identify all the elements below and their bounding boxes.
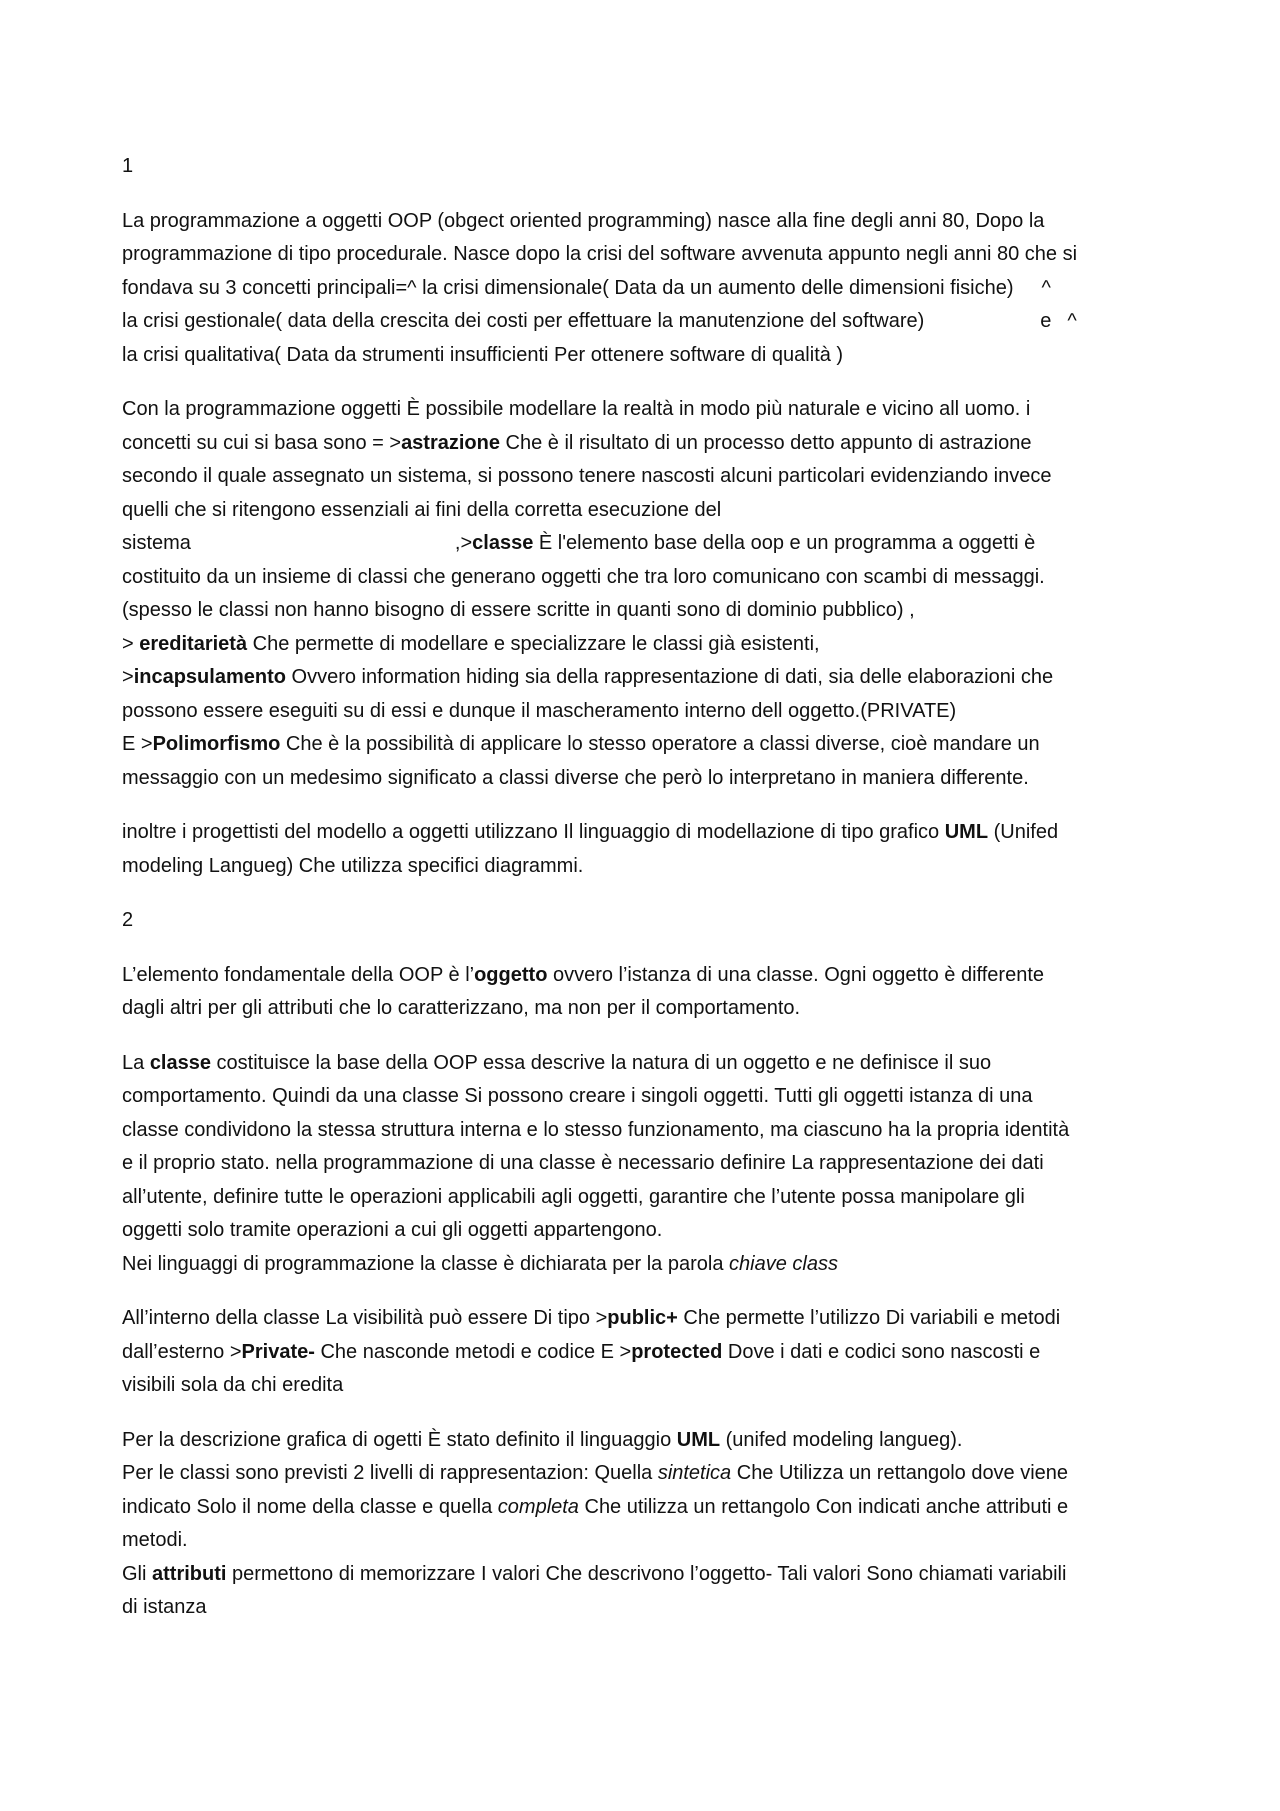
- text-segment: la crisi gestionale( data della crescita dei costi per effettuare la manutenzione del software): [122, 310, 925, 332]
- text-line: la crisi qualitativa( Data da strumenti insufficienti Per ottenere software di qualità ): [122, 343, 844, 366]
- text-segment: È l'elemento base della oop e un programma a oggetti è: [533, 532, 1036, 554]
- text-line: e il proprio stato. nella programmazione di una classe è necessario definire La rappresentazione dei dati: [122, 1152, 1044, 1174]
- text-segment: Ovvero information hiding sia della rappresentazione di dati, sia delle elaborazioni che: [285, 666, 1054, 688]
- term-public: public+: [607, 1307, 678, 1329]
- text-line: [122, 1336, 1172, 1370]
- term-incapsulamento: incapsulamento: [133, 666, 286, 688]
- text-segment: inoltre i progettisti del modello a oggetti utilizzano Il linguaggio di modellazione di tipo grafico: [122, 821, 945, 843]
- text-line: [122, 959, 1172, 993]
- text-line: Con la programmazione oggetti È possibile modellare la realtà in modo più naturale e vicino all uomo. i: [122, 398, 1031, 420]
- term-protected: protected: [631, 1340, 723, 1363]
- term-uml: UML: [676, 1428, 721, 1451]
- text-line: [122, 661, 1172, 695]
- term-completa: completa: [497, 1495, 579, 1518]
- paragraph-uml-intro: [122, 816, 1172, 883]
- text-segment: Che utilizza un rettangolo Con indicati anche attributi e: [578, 1495, 1069, 1518]
- text-line: di istanza: [122, 1596, 207, 1618]
- document-page: [122, 150, 1172, 1646]
- text-line: all’utente, definire tutte le operazioni applicabili agli oggetti, garantire che l’utente possa manipolare gli: [122, 1185, 1025, 1208]
- text-line: quelli che si ritengono essenziali ai fini della corretta esecuzione del: [122, 498, 722, 521]
- text-segment: Che nasconde metodi e codice E >: [314, 1340, 632, 1363]
- term-chiave-class: chiave class: [729, 1252, 838, 1275]
- term-uml: UML: [944, 821, 989, 843]
- text-segment: Per la descrizione grafica di ogetti È stato definito il linguaggio: [122, 1428, 677, 1451]
- section-number-2: 2: [122, 909, 134, 931]
- text-line: dagli altri per gli attributi che lo caratterizzano, ma non per il comportamento.: [122, 997, 801, 1019]
- term-astrazione: astrazione: [401, 431, 500, 454]
- text-segment: (unifed modeling langueg).: [720, 1428, 963, 1451]
- term-sintetica: sintetica: [657, 1462, 732, 1484]
- term-classe: classe: [149, 1051, 211, 1074]
- text-line: classe condividono la stessa struttura interna e lo stesso funzionamento, ma ciascuno ha la propria identità: [122, 1118, 1070, 1141]
- text-line: possono essere eseguiti su di essi e dunque il mascheramento interno dell oggetto.(PRIVATE): [122, 699, 957, 722]
- text-line: [122, 628, 1172, 662]
- paragraph-oggetto: [122, 959, 1172, 1026]
- text-segment: La: [122, 1051, 150, 1074]
- text-segment: All’interno della classe La visibilità può essere Di tipo >: [122, 1307, 608, 1329]
- text-line: [122, 728, 1172, 762]
- term-attributi: attributi: [152, 1562, 227, 1585]
- term-oggetto: oggetto: [474, 963, 548, 986]
- text-segment: indicato Solo il nome della classe e quella: [122, 1495, 498, 1518]
- text-line: oggetti solo tramite operazioni a cui gli oggetti appartengono.: [122, 1219, 663, 1241]
- text-line: visibili sola da chi eredita: [122, 1374, 344, 1396]
- text-line: secondo il quale assegnato un sistema, si possono tenere nascosti alcuni particolari evidenziando invece: [122, 465, 1052, 487]
- text-line: [122, 272, 1172, 306]
- text-segment: ovvero l’istanza di una classe. Ogni oggetto è differente: [547, 963, 1045, 986]
- conjunction-e: e: [1040, 310, 1052, 332]
- text-segment: Che permette di modellare e specializzare le classi già esistenti,: [247, 632, 820, 655]
- text-segment: costituisce la base della OOP essa descrive la natura di un oggetto e ne definisce il suo: [210, 1051, 992, 1074]
- paragraph-visibilita: [122, 1302, 1172, 1403]
- text-segment: Che è il risultato di un processo detto appunto di astrazione: [500, 431, 1032, 454]
- text-line: [122, 305, 1172, 339]
- text-segment: ,>: [454, 532, 473, 554]
- text-segment: L’elemento fondamentale della OOP è l’: [122, 963, 475, 986]
- text-line: La programmazione a oggetti OOP (obgect oriented programming) nasce alla fine degli anni 80, Dopo la: [122, 209, 1045, 232]
- paragraph-classe: [122, 1047, 1172, 1282]
- text-line: [122, 1248, 1172, 1282]
- caret-symbol: ^: [1067, 310, 1077, 332]
- paragraph-uml-classi: [122, 1424, 1172, 1625]
- text-segment: dall’esterno >: [122, 1340, 242, 1363]
- paragraph-oop-intro: [122, 205, 1172, 373]
- text-line: [122, 1047, 1172, 1081]
- text-segment: Che Utilizza un rettangolo dove viene: [731, 1462, 1069, 1484]
- text-segment: >: [122, 632, 140, 655]
- text-line: [122, 816, 1172, 850]
- text-line: [122, 1491, 1172, 1525]
- text-line: [122, 427, 1172, 461]
- text-segment: permettono di memorizzare I valori Che descrivono l’oggetto- Tali valori Sono chiamati variabili: [226, 1562, 1067, 1585]
- text-segment: (Unifed: [988, 821, 1059, 843]
- text-line: [122, 1558, 1172, 1592]
- text-line: [122, 1457, 1172, 1491]
- text-line: comportamento. Quindi da una classe Si possono creare i singoli oggetti. Tutti gli oggetti istanza di una: [122, 1085, 1033, 1107]
- text-line: costituito da un insieme di classi che generano oggetti che tra loro comunicano con scambi di messaggi.: [122, 565, 1045, 588]
- term-ereditarieta: ereditarietà: [139, 632, 248, 655]
- term-classe: classe: [472, 532, 534, 554]
- text-segment: fondava su 3 concetti principali=^ la crisi dimensionale( Data da un aumento delle dimensioni fisiche): [122, 276, 1014, 299]
- text-segment: concetti su cui si basa sono = >: [122, 431, 402, 454]
- text-line: [122, 527, 1172, 561]
- text-line: programmazione di tipo procedurale. Nasce dopo la crisi del software avvenuta appunto negli anni 80 che si: [122, 243, 1078, 265]
- text-line: messaggio con un medesimo significato a classi diverse che però lo interpretano in maniera differente.: [122, 766, 1029, 789]
- text-segment: Che permette l’utilizzo Di variabili e metodi: [677, 1307, 1061, 1329]
- text-segment: Gli: [122, 1562, 152, 1585]
- text-line: modeling Langueg) Che utilizza specifici diagrammi.: [122, 854, 584, 877]
- text-segment: Dove i dati e codici sono nascosti e: [722, 1340, 1041, 1363]
- term-polimorfismo: Polimorfismo: [152, 733, 281, 755]
- text-line: [122, 1302, 1172, 1336]
- section-number-1: 1: [122, 155, 134, 177]
- term-private: Private-: [241, 1340, 315, 1363]
- text-segment: sistema: [122, 532, 191, 554]
- paragraph-oop-concepts: [122, 393, 1172, 795]
- text-segment: Che è la possibilità di applicare lo stesso operatore a classi diverse, cioè mandare un: [280, 733, 1040, 755]
- text-segment: >: [122, 666, 134, 688]
- text-segment: E >: [122, 733, 153, 755]
- text-segment: Per le classi sono previsti 2 livelli di rappresentazion: Quella: [122, 1462, 658, 1484]
- text-segment: Nei linguaggi di programmazione la classe è dichiarata per la parola: [122, 1252, 730, 1275]
- text-line: metodi.: [122, 1529, 188, 1551]
- text-line: (spesso le classi non hanno bisogno di essere scritte in quanti sono di dominio pubblico) ,: [122, 599, 915, 621]
- text-line: [122, 1424, 1172, 1458]
- caret-symbol: ^: [1041, 276, 1051, 299]
